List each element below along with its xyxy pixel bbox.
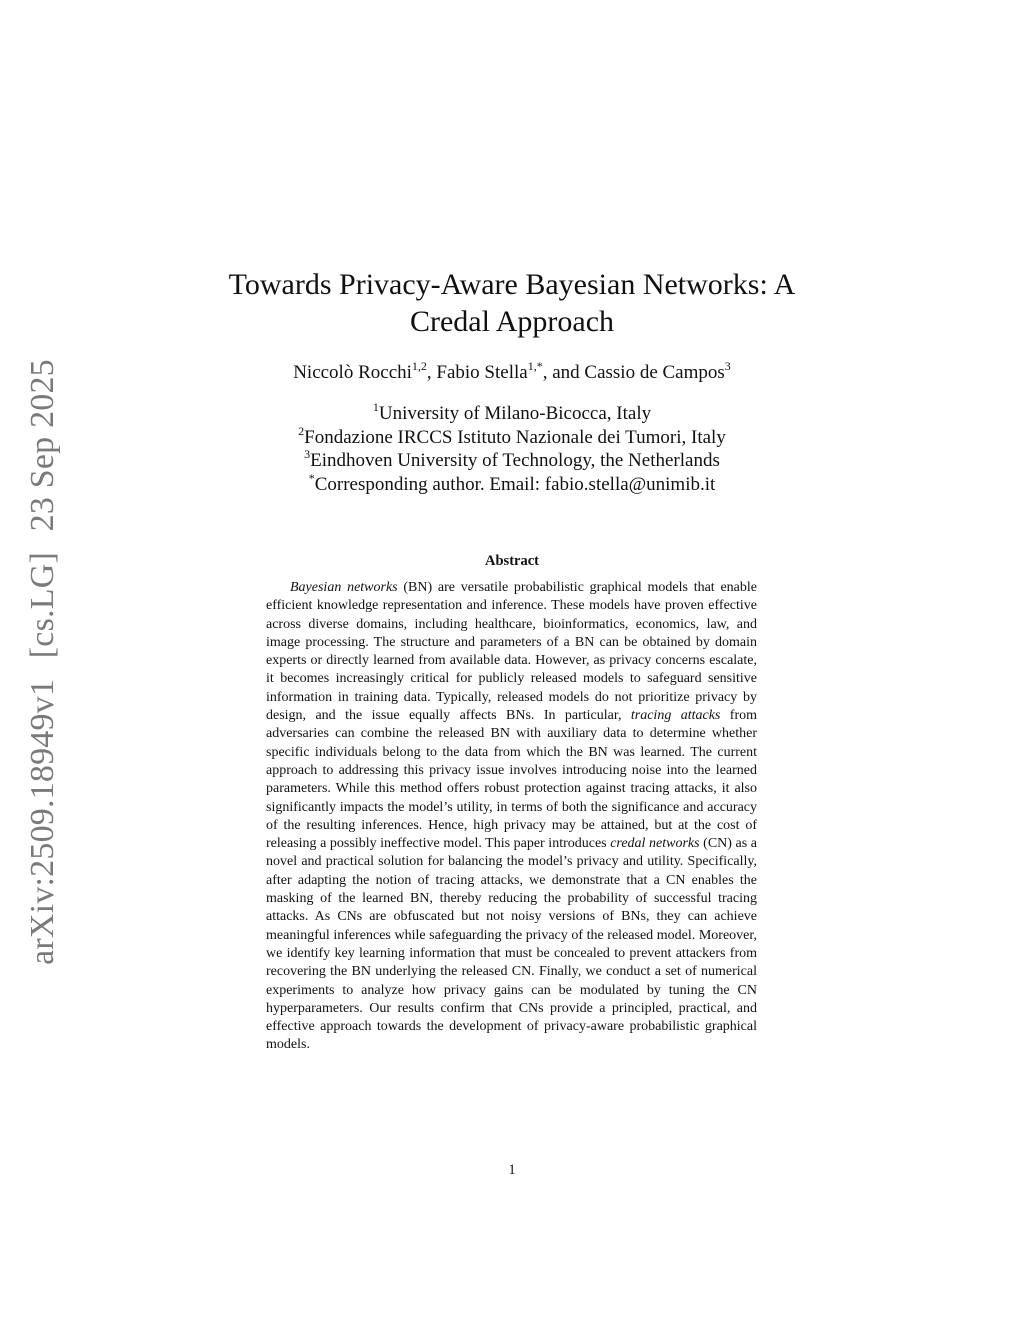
affiliation-mark: 1 (372, 400, 379, 414)
arxiv-id: arXiv:2509.18949v1 (24, 678, 61, 965)
affiliation-list (0, 402, 1024, 496)
arxiv-category: [cs.LG] (24, 552, 61, 659)
page-number: 1 (508, 1162, 516, 1178)
corresponding-author-note (0, 470, 1024, 497)
author-name: Fabio Stella (436, 362, 528, 383)
abstract-italic-term: credal networks (610, 836, 700, 852)
author-name: Niccolò Rocchi (293, 362, 412, 383)
affiliation-text: Eindhoven University of Technology, the Netherlands (310, 450, 720, 471)
author-affiliation-mark: 1,2 (411, 359, 427, 373)
affiliation-mark: 2 (298, 423, 305, 438)
author-affiliation-mark: 3 (724, 359, 731, 373)
abstract-heading: Abstract (485, 553, 539, 569)
author-separator: , (426, 362, 437, 383)
abstract-italic-term: tracing attacks (630, 708, 721, 724)
affiliation-item (0, 449, 1024, 473)
abstract-paragraph (266, 579, 757, 1055)
title-line-1: Towards Privacy-Aware Bayesian Networks: A (228, 268, 796, 301)
title-line-2: Credal Approach (409, 305, 615, 338)
affiliation-text: Fondazione IRCCS Istituto Nazionale dei Tumori, Italy (304, 426, 726, 448)
affiliation-text: University of Milano-Bicocca, Italy (378, 403, 652, 424)
abstract-text: from adversaries can combine the released BN with auxiliary data to determine whether specific individuals belong to the data from which the BN was learned. The current approach to addressing this privacy issue involves introducing noise into the learned parameters. While this method offers robust protection against tracing attacks, it also significantly impacts the model’s utility, in terms of both the significance and accuracy of the resulting inferences. Hence, high privacy may be attained, but at the cost of releasing a possibly ineffective model. This paper introduces (266, 708, 757, 852)
affiliation-mark: 3 (304, 447, 311, 461)
affiliation-item (0, 402, 1024, 426)
abstract-text: (CN) as a novel and practical solution for balancing the model’s privacy and utility. Specifically, after adapting the notion of tracing attacks, we demonstrate that a CN enables the masking of the learned BN, thereby reducing the probability of successful tracing attacks. As CNs are obfuscated but not noisy versions of BNs, they can achieve meaningful inferences while safeguarding the privacy of the released model. Moreover, we identify key learning information that must be concealed to prevent attackers from recovering the BN underlying the released CN. Finally, we conduct a set of numerical experiments to analyze how privacy gains can be modulated by tuning the CN hyperparameters. Our results confirm that CNs provide a principled, practical, and effective approach towards the development of privacy-aware probabilistic graphical models. (266, 836, 757, 1053)
paper-title (0, 266, 1024, 340)
author-affiliation-mark: 1,* (527, 359, 543, 373)
abstract-body (266, 579, 757, 1055)
abstract-text: (BN) are versatile probabilistic graphical models that enable efficient knowledge representation and inference. These models have proven effective across diverse domains, including healthcare, bioinformatics, economics, law, and image processing. The structure and parameters of a BN can be obtained by domain experts or directly learned from available data. However, as privacy concerns escalate, it becomes increasingly critical for publicly released models to safeguard sensitive information in training data. Typically, released models do not prioritize privacy by design, and the issue equally affects BNs. In particular, (266, 580, 757, 724)
author-list (0, 359, 1024, 384)
arxiv-date: 23 Sep 2025 (24, 359, 61, 532)
abstract-italic-term: Bayesian networks (290, 580, 398, 595)
affiliation-mark: * (308, 470, 315, 485)
affiliation-item (0, 423, 1024, 450)
author-separator: , and (542, 362, 585, 383)
author-name: Cassio de Campos (584, 362, 725, 383)
affiliation-text: Corresponding author. Email: fabio.stella@unimib.it (314, 473, 716, 495)
